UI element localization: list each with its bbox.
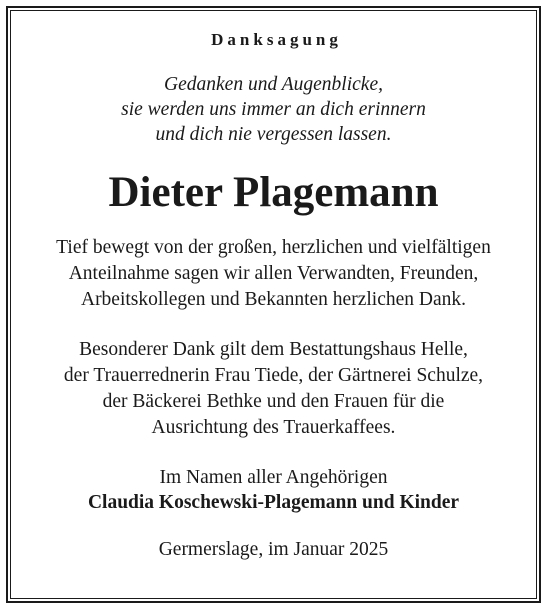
- special-thanks-paragraph: [6, 337, 541, 441]
- obituary-notice: [6, 6, 541, 562]
- paragraph-line: Anteilnahme sagen wir allen Verwandten, Freunden,: [68, 263, 479, 284]
- motto-line: sie werden uns immer an dich erinnern: [121, 99, 426, 120]
- paragraph-line: Besonderer Dank gilt dem Bestattungshaus Helle,: [79, 339, 468, 360]
- signature-names: Claudia Koschewski-Plagemann und Kinder: [87, 492, 460, 513]
- signature-block: [6, 465, 541, 515]
- paragraph-line: Arbeitskollegen und Bekannten herzlichen Dank.: [80, 289, 466, 310]
- motto-line: Gedanken und Augenblicke,: [164, 74, 383, 95]
- place-and-date: Germerslage, im Januar 2025: [158, 539, 389, 560]
- motto-line: und dich nie vergessen lassen.: [155, 124, 392, 145]
- memorial-motto: [6, 72, 541, 147]
- paragraph-line: der Trauerrednerin Frau Tiede, der Gärtnerei Schulze,: [63, 365, 484, 386]
- signature-intro: Im Namen aller Angehörigen: [159, 467, 388, 488]
- thanks-paragraph: [6, 235, 541, 313]
- paragraph-line: der Bäckerei Bethke und den Frauen für die: [102, 391, 445, 412]
- paragraph-line: Ausrichtung des Trauerkaffees.: [151, 417, 396, 438]
- deceased-name: Dieter Plagemann: [108, 169, 439, 216]
- notice-heading: Danksagung: [211, 30, 342, 49]
- paragraph-line: Tief bewegt von der großen, herzlichen und vielfältigen: [56, 237, 491, 258]
